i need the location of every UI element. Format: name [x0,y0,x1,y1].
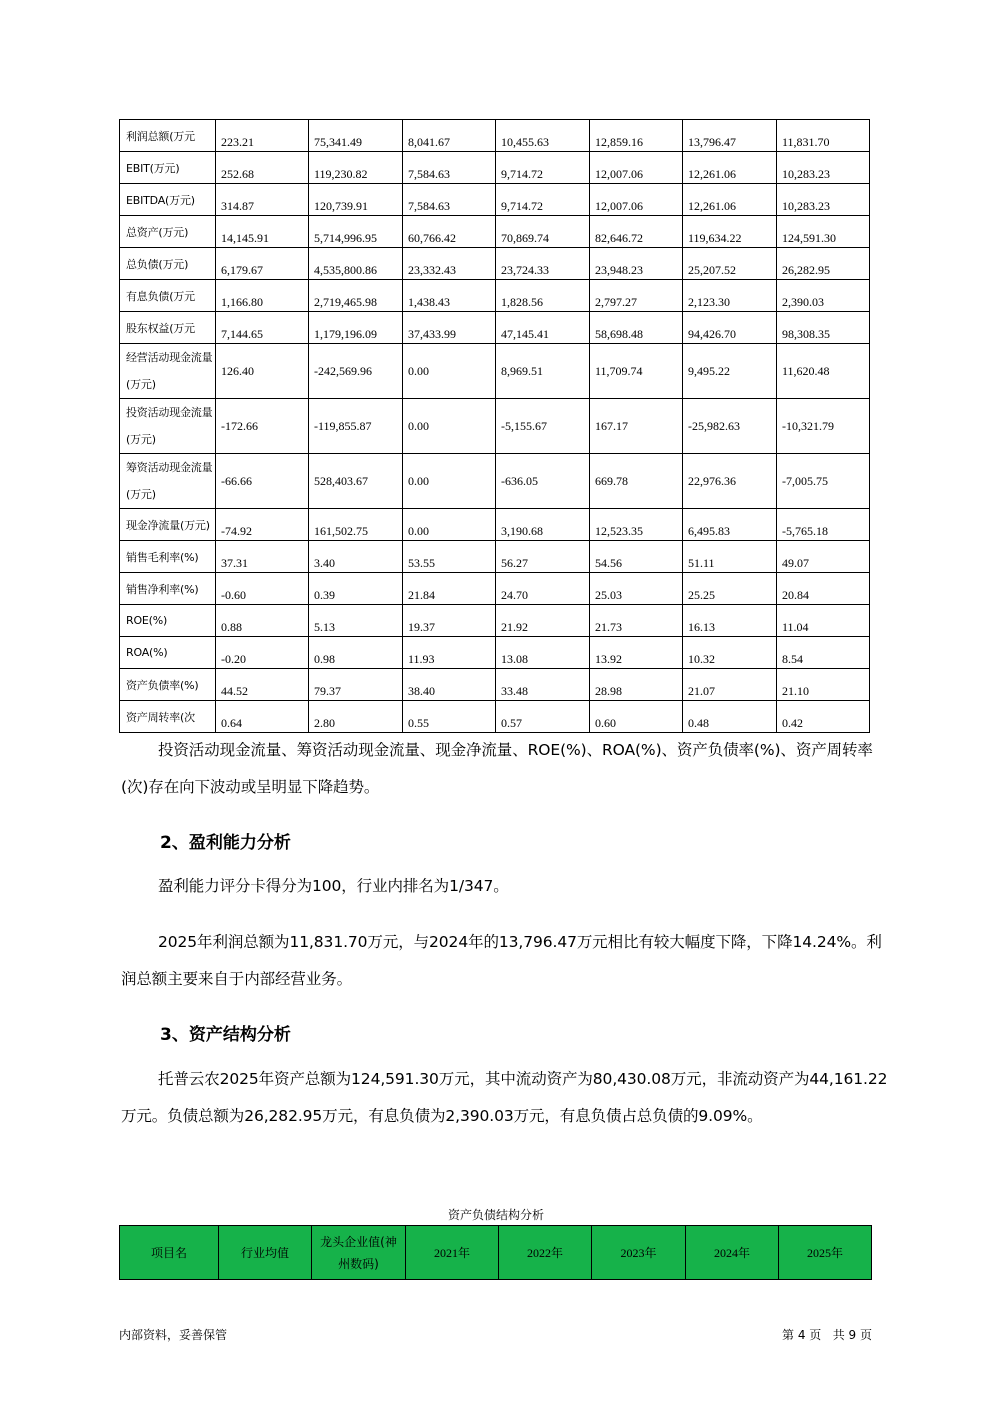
table-cell: 223.21 [216,120,309,152]
row-label: 销售净利率(%) [120,573,216,605]
section3-paragraph-1-text: 托普云农2025年资产总额为124,591.30万元，其中流动资产为80,430.08万元，非流动资产为44,161.22万元。负债总额为26,282.95万元，有息负债为2,390.03万元，有息负债占总负债的9.09%。 [121,1070,888,1125]
table-cell: 25,207.52 [683,248,777,280]
table-cell: 1,828.56 [496,280,590,312]
table-cell: 12,859.16 [590,120,683,152]
table-row [120,605,870,637]
section2-paragraph-1 [121,868,889,905]
section3-paragraph-1 [121,1061,889,1135]
table-cell: 75,341.49 [309,120,403,152]
table-cell: 0.00 [403,399,496,454]
table-row [120,248,870,280]
financial-table-body [120,120,870,733]
table-cell: 126.40 [216,344,309,399]
header-year-2023: 2023年 [592,1226,686,1280]
row-label: EBITDA(万元) [120,184,216,216]
row-label: 筹资活动现金流量(万元) [120,454,216,509]
table-cell: 9,714.72 [496,184,590,216]
row-label: 股东权益(万元 [120,312,216,344]
table-cell: 0.00 [403,509,496,541]
table-cell: 0.00 [403,454,496,509]
table-cell: -7,005.75 [777,454,870,509]
table-cell: 19.37 [403,605,496,637]
table-cell: 25.25 [683,573,777,605]
table-cell: 23,724.33 [496,248,590,280]
table-cell: 7,584.63 [403,152,496,184]
table-cell: 11,709.74 [590,344,683,399]
table-row [120,312,870,344]
row-label: ROA(%) [120,637,216,669]
table-cell: 0.98 [309,637,403,669]
table-row [120,669,870,701]
section2-paragraph-2 [121,924,889,998]
table-cell: 13,796.47 [683,120,777,152]
table-cell: -0.20 [216,637,309,669]
header-leader-value: 龙头企业值(神州数码) [312,1226,406,1280]
table-cell: 38.40 [403,669,496,701]
table-cell: 10,283.23 [777,152,870,184]
table-cell: 23,948.23 [590,248,683,280]
table-cell: -25,982.63 [683,399,777,454]
table-cell: 12,523.35 [590,509,683,541]
table-cell: 12,261.06 [683,184,777,216]
financial-indicators-table [119,119,870,733]
table-cell: 1,179,196.09 [309,312,403,344]
table-cell: 58,698.48 [590,312,683,344]
table-cell: 8,969.51 [496,344,590,399]
table-cell: 2,123.30 [683,280,777,312]
table-cell: 60,766.42 [403,216,496,248]
table-cell: 24.70 [496,573,590,605]
table-row [120,216,870,248]
row-label: 利润总额(万元 [120,120,216,152]
table-cell: -172.66 [216,399,309,454]
table-cell: 33.48 [496,669,590,701]
table-cell: 528,403.67 [309,454,403,509]
table-row [120,399,870,454]
table-cell: 11.04 [777,605,870,637]
table-row [120,573,870,605]
header-industry-average: 行业均值 [219,1226,312,1280]
table-cell: 2,719,465.98 [309,280,403,312]
trend-paragraph-text: 投资活动现金流量、筹资活动现金流量、现金净流量、ROE(%)、ROA(%)、资产负债率(%)、资产周转率(次)存在向下波动或呈明显下降趋势。 [121,741,873,796]
table-cell: 119,634.22 [683,216,777,248]
table-cell: -242,569.96 [309,344,403,399]
footer-page-number: 第 4 页 共 9 页 [782,1328,872,1342]
table-cell: 47,145.41 [496,312,590,344]
table-cell: 56.27 [496,541,590,573]
table-cell: 2,390.03 [777,280,870,312]
table-cell: 0.48 [683,701,777,733]
row-label: 总负债(万元) [120,248,216,280]
table-cell: 11,620.48 [777,344,870,399]
table-cell: -74.92 [216,509,309,541]
table-cell: 167.17 [590,399,683,454]
table-cell: 120,739.91 [309,184,403,216]
table-cell: 1,438.43 [403,280,496,312]
table-cell: -5,155.67 [496,399,590,454]
table-cell: 22,976.36 [683,454,777,509]
balance-table-header-row [120,1226,872,1280]
table-cell: 5.13 [309,605,403,637]
table-cell: 3,190.68 [496,509,590,541]
table-cell: 21.92 [496,605,590,637]
row-label: 有息负债(万元 [120,280,216,312]
table-cell: 21.10 [777,669,870,701]
table-cell: 9,714.72 [496,152,590,184]
table-cell: 28.98 [590,669,683,701]
table-cell: 53.55 [403,541,496,573]
table-cell: 5,714,996.95 [309,216,403,248]
table-cell: 8.54 [777,637,870,669]
table-cell: 8,041.67 [403,120,496,152]
section2-paragraph-2-text: 2025年利润总额为11,831.70万元，与2024年的13,796.47万元相比有较大幅度下降，下降14.24%。利润总额主要来自于内部经营业务。 [121,933,882,988]
table-cell: 37.31 [216,541,309,573]
row-label: 投资活动现金流量(万元) [120,399,216,454]
table-cell: 44.52 [216,669,309,701]
row-label: 经营活动现金流量(万元) [120,344,216,399]
table-cell: 9,495.22 [683,344,777,399]
table-cell: 7,144.65 [216,312,309,344]
row-label: EBIT(万元) [120,152,216,184]
table-cell: 11.93 [403,637,496,669]
table-cell: 0.39 [309,573,403,605]
table-row [120,454,870,509]
table-cell: 82,646.72 [590,216,683,248]
table-cell: 3.40 [309,541,403,573]
table-row [120,280,870,312]
row-label: ROE(%) [120,605,216,637]
table-cell: 79.37 [309,669,403,701]
header-item-name: 项目名 [120,1226,219,1280]
footer-confidential-note: 内部资料，妥善保管 [119,1328,228,1342]
table-cell: 0.55 [403,701,496,733]
table-row [120,637,870,669]
table-cell: -10,321.79 [777,399,870,454]
row-label: 资产周转率(次 [120,701,216,733]
table-cell: 13.92 [590,637,683,669]
table-cell: 25.03 [590,573,683,605]
table-row [120,541,870,573]
table-row [120,120,870,152]
table-cell: 70,869.74 [496,216,590,248]
table-cell: 21.73 [590,605,683,637]
table-row [120,152,870,184]
balance-table-caption: 资产负债结构分析 [447,1208,544,1222]
table-cell: 6,179.67 [216,248,309,280]
table-cell: 14,145.91 [216,216,309,248]
table-cell: 12,261.06 [683,152,777,184]
table-cell: 51.11 [683,541,777,573]
table-cell: 23,332.43 [403,248,496,280]
table-cell: 21.84 [403,573,496,605]
table-cell: 37,433.99 [403,312,496,344]
table-cell: 252.68 [216,152,309,184]
table-cell: 26,282.95 [777,248,870,280]
row-label: 总资产(万元) [120,216,216,248]
table-cell: 0.88 [216,605,309,637]
table-cell: 49.07 [777,541,870,573]
table-cell: 669.78 [590,454,683,509]
table-cell: 2.80 [309,701,403,733]
table-cell: 21.07 [683,669,777,701]
table-cell: -0.60 [216,573,309,605]
table-cell: 4,535,800.86 [309,248,403,280]
table-cell: 13.08 [496,637,590,669]
table-row [120,344,870,399]
header-year-2021: 2021年 [406,1226,499,1280]
table-cell: -5,765.18 [777,509,870,541]
header-year-2025: 2025年 [779,1226,872,1280]
header-year-2022: 2022年 [499,1226,592,1280]
table-cell: 2,797.27 [590,280,683,312]
table-cell: 10,283.23 [777,184,870,216]
section2-heading: 2、盈利能力分析 [160,833,291,853]
row-label: 销售毛利率(%) [120,541,216,573]
table-cell: 119,230.82 [309,152,403,184]
table-row [120,184,870,216]
table-cell: 0.42 [777,701,870,733]
table-cell: 16.13 [683,605,777,637]
table-row [120,701,870,733]
table-cell: -119,855.87 [309,399,403,454]
section2-paragraph-1-text: 盈利能力评分卡得分为100，行业内排名为1/347。 [158,877,509,895]
table-cell: 12,007.06 [590,152,683,184]
balance-structure-table [119,1225,872,1280]
table-cell: 11,831.70 [777,120,870,152]
table-cell: 94,426.70 [683,312,777,344]
table-cell: 10,455.63 [496,120,590,152]
row-label: 资产负债率(%) [120,669,216,701]
header-year-2024: 2024年 [686,1226,779,1280]
table-cell: 124,591.30 [777,216,870,248]
row-label: 现金净流量(万元) [120,509,216,541]
table-cell: 54.56 [590,541,683,573]
table-cell: 161,502.75 [309,509,403,541]
table-cell: 98,308.35 [777,312,870,344]
table-cell: 0.60 [590,701,683,733]
table-cell: 12,007.06 [590,184,683,216]
table-cell: 1,166.80 [216,280,309,312]
table-cell: 0.64 [216,701,309,733]
table-row [120,509,870,541]
table-cell: -636.05 [496,454,590,509]
trend-paragraph [121,732,889,806]
table-cell: 0.00 [403,344,496,399]
table-cell: 20.84 [777,573,870,605]
table-cell: 6,495.83 [683,509,777,541]
table-cell: 7,584.63 [403,184,496,216]
table-cell: 314.87 [216,184,309,216]
table-cell: 10.32 [683,637,777,669]
table-cell: 0.57 [496,701,590,733]
section3-heading: 3、资产结构分析 [160,1025,291,1045]
table-cell: -66.66 [216,454,309,509]
